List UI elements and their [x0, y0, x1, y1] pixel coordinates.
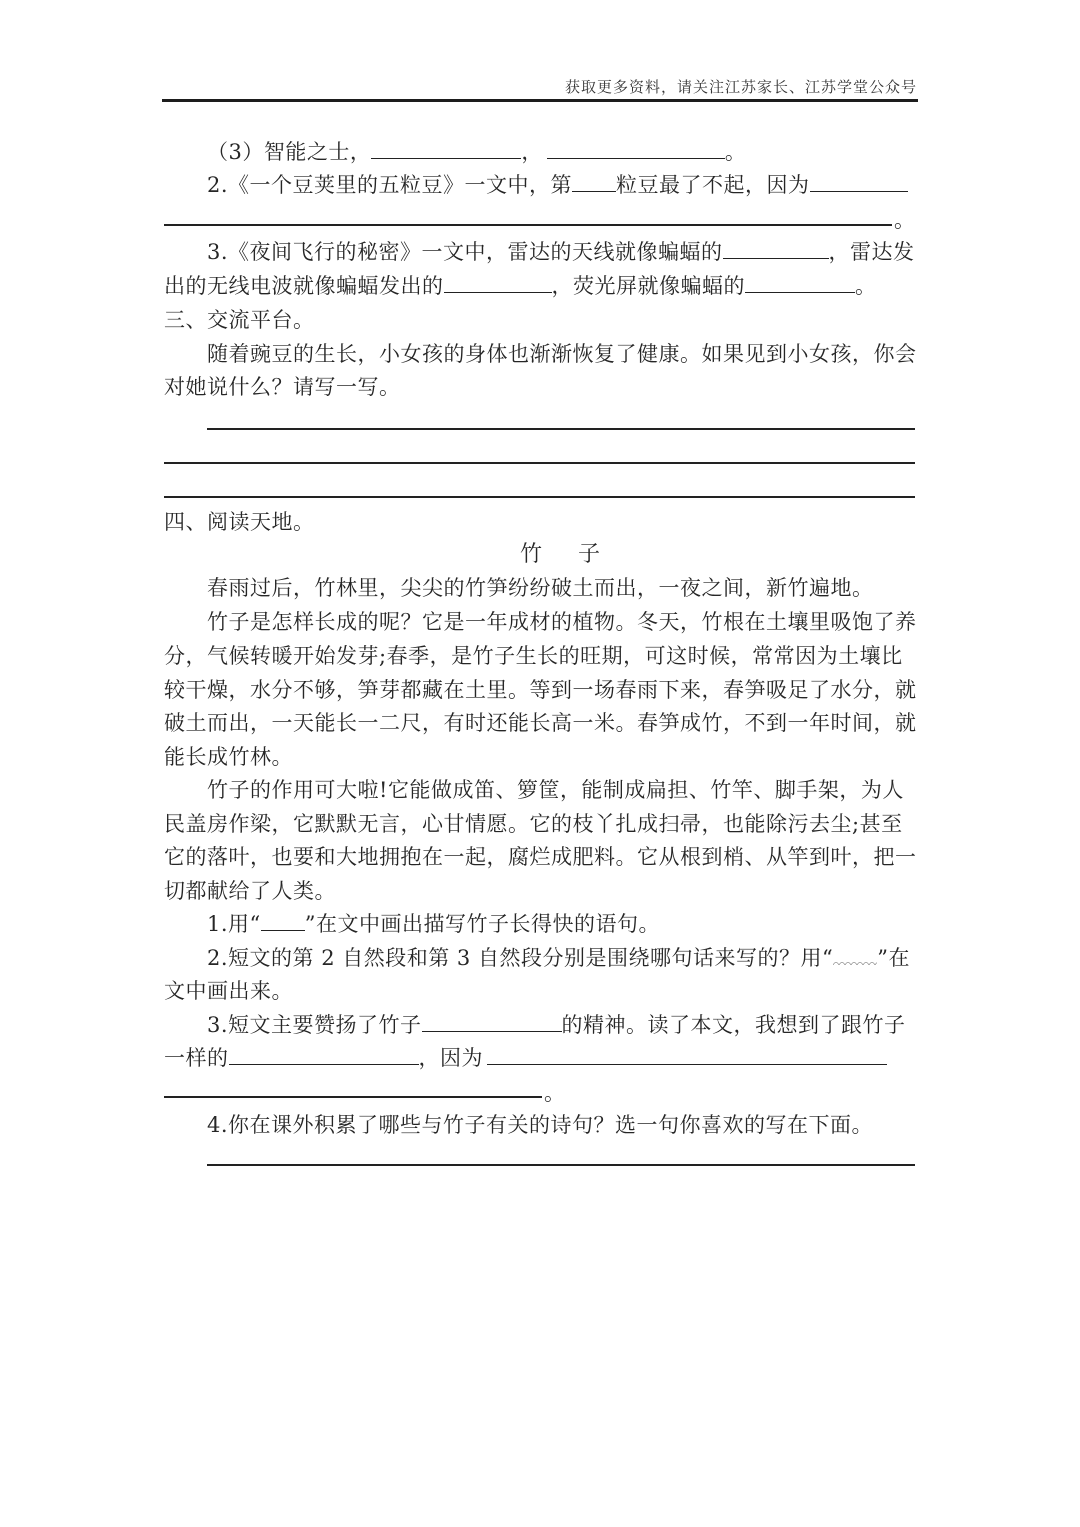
q-text: ，雷达发	[828, 240, 915, 264]
q-text: 出的无线电波就像蝙蝠发出的	[164, 274, 444, 298]
answer-line[interactable]	[164, 462, 915, 464]
q-text: 2.《一个豆荚里的五粒豆》一文中，第	[207, 173, 573, 197]
q-text: 。	[855, 274, 877, 298]
answer-blank[interactable]	[745, 274, 855, 293]
q-text: ，	[521, 140, 543, 164]
question-2-3	[207, 237, 918, 267]
answer-line[interactable]	[164, 224, 892, 226]
q-text: ”在	[877, 946, 910, 970]
question-2-3-cont	[164, 271, 918, 301]
reading-question-3-cont	[164, 1043, 918, 1073]
passage-line: 能长成竹林。	[164, 745, 293, 769]
reading-question-2	[207, 943, 918, 973]
q-text: 2.短文的第 2 自然段和第 3 自然段分别是围绕哪句话来写的？用“	[207, 946, 834, 970]
reading-question-1	[207, 909, 918, 939]
answer-blank[interactable]	[371, 140, 521, 159]
q-text: （3）智能之士，	[207, 140, 372, 164]
reading-question-2-cont: 文中画出来。	[164, 979, 293, 1003]
q-text: 。	[724, 140, 747, 164]
answer-blank[interactable]	[487, 1046, 887, 1065]
passage-line: 民盖房作梁，它默默无言，心甘情愿。它的枝丫扎成扫帚，也能除污去尘;甚至	[164, 812, 903, 836]
passage-line: 切都献给了人类。	[164, 879, 336, 903]
reading-question-4: 4.你在课外积累了哪些与竹子有关的诗句？选一句你喜欢的写在下面。	[207, 1113, 874, 1137]
passage-line: 它的落叶，也要和大地拥抱在一起，腐烂成肥料。它从根到梢、从竿到叶，把一	[164, 845, 917, 869]
passage-line: 破土而出，一天能长一二尺，有时还能长高一米。春笋成竹，不到一年时间，就	[164, 711, 917, 735]
answer-blank[interactable]	[422, 1013, 562, 1032]
section-3-prompt: 随着豌豆的生长，小女孩的身体也渐渐恢复了健康。如果见到小女孩，你会	[207, 342, 917, 366]
q-text: ，荧光屏就像蝙蝠的	[551, 274, 745, 298]
answer-line[interactable]	[164, 496, 915, 498]
q-text: 的精神。读了本文，我想到了跟竹子	[561, 1013, 906, 1037]
reading-question-3	[207, 1010, 918, 1040]
header-divider	[162, 99, 918, 102]
q-text: 。	[544, 1081, 566, 1105]
section-4-heading: 四、阅读天地。	[164, 510, 315, 534]
q-text: ，因为	[418, 1046, 483, 1070]
passage-line: 分，气候转暖开始发芽;春季，是竹子生长的旺期，可这时候，常常因为土壤比	[164, 644, 903, 668]
answer-line[interactable]	[207, 1164, 915, 1166]
q-text: 3.短文主要赞扬了竹子	[207, 1013, 422, 1037]
q-text: 1.用“	[207, 912, 261, 936]
passage-line: 较干燥，水分不够，笋芽都藏在土里。等到一场春雨下来，春笋吸足了水分，就	[164, 678, 917, 702]
question-2-2	[207, 170, 918, 200]
section-3-heading: 三、交流平台。	[164, 308, 315, 332]
answer-blank[interactable]	[572, 173, 616, 192]
wavy-line-sample	[833, 951, 877, 965]
answer-blank[interactable]	[229, 1046, 419, 1065]
section-3-prompt-cont: 对她说什么？请写一写。	[164, 375, 401, 399]
q-text: 。	[894, 208, 916, 232]
q-text: 3.《夜间飞行的秘密》一文中，雷达的天线就像蝙蝠的	[207, 240, 723, 264]
passage-title: 竹子	[520, 542, 637, 567]
q-text: 一样的	[164, 1046, 229, 1070]
underline-sample	[261, 912, 305, 931]
passage-line: 竹子的作用可大啦!它能做成笛、箩筐，能制成扁担、竹竿、脚手架，为人	[207, 778, 904, 802]
answer-blank[interactable]	[810, 173, 908, 192]
answer-line[interactable]	[164, 1096, 542, 1098]
answer-line[interactable]	[207, 428, 915, 430]
question-2-1-3	[207, 137, 918, 167]
page-header: 获取更多资料，请关注江苏家长、江苏学堂公众号	[564, 78, 917, 96]
answer-blank[interactable]	[444, 274, 552, 293]
answer-blank[interactable]	[547, 140, 725, 159]
answer-blank[interactable]	[723, 240, 829, 259]
q-text: 粒豆最了不起，因为	[616, 173, 810, 197]
passage-line: 竹子是怎样长成的呢？它是一年成材的植物。冬天，竹根在土壤里吸饱了养	[207, 610, 917, 634]
passage-line: 春雨过后，竹林里，尖尖的竹笋纷纷破土而出，一夜之间，新竹遍地。	[207, 576, 874, 600]
q-text: ”在文中画出描写竹子长得快的语句。	[304, 912, 661, 936]
